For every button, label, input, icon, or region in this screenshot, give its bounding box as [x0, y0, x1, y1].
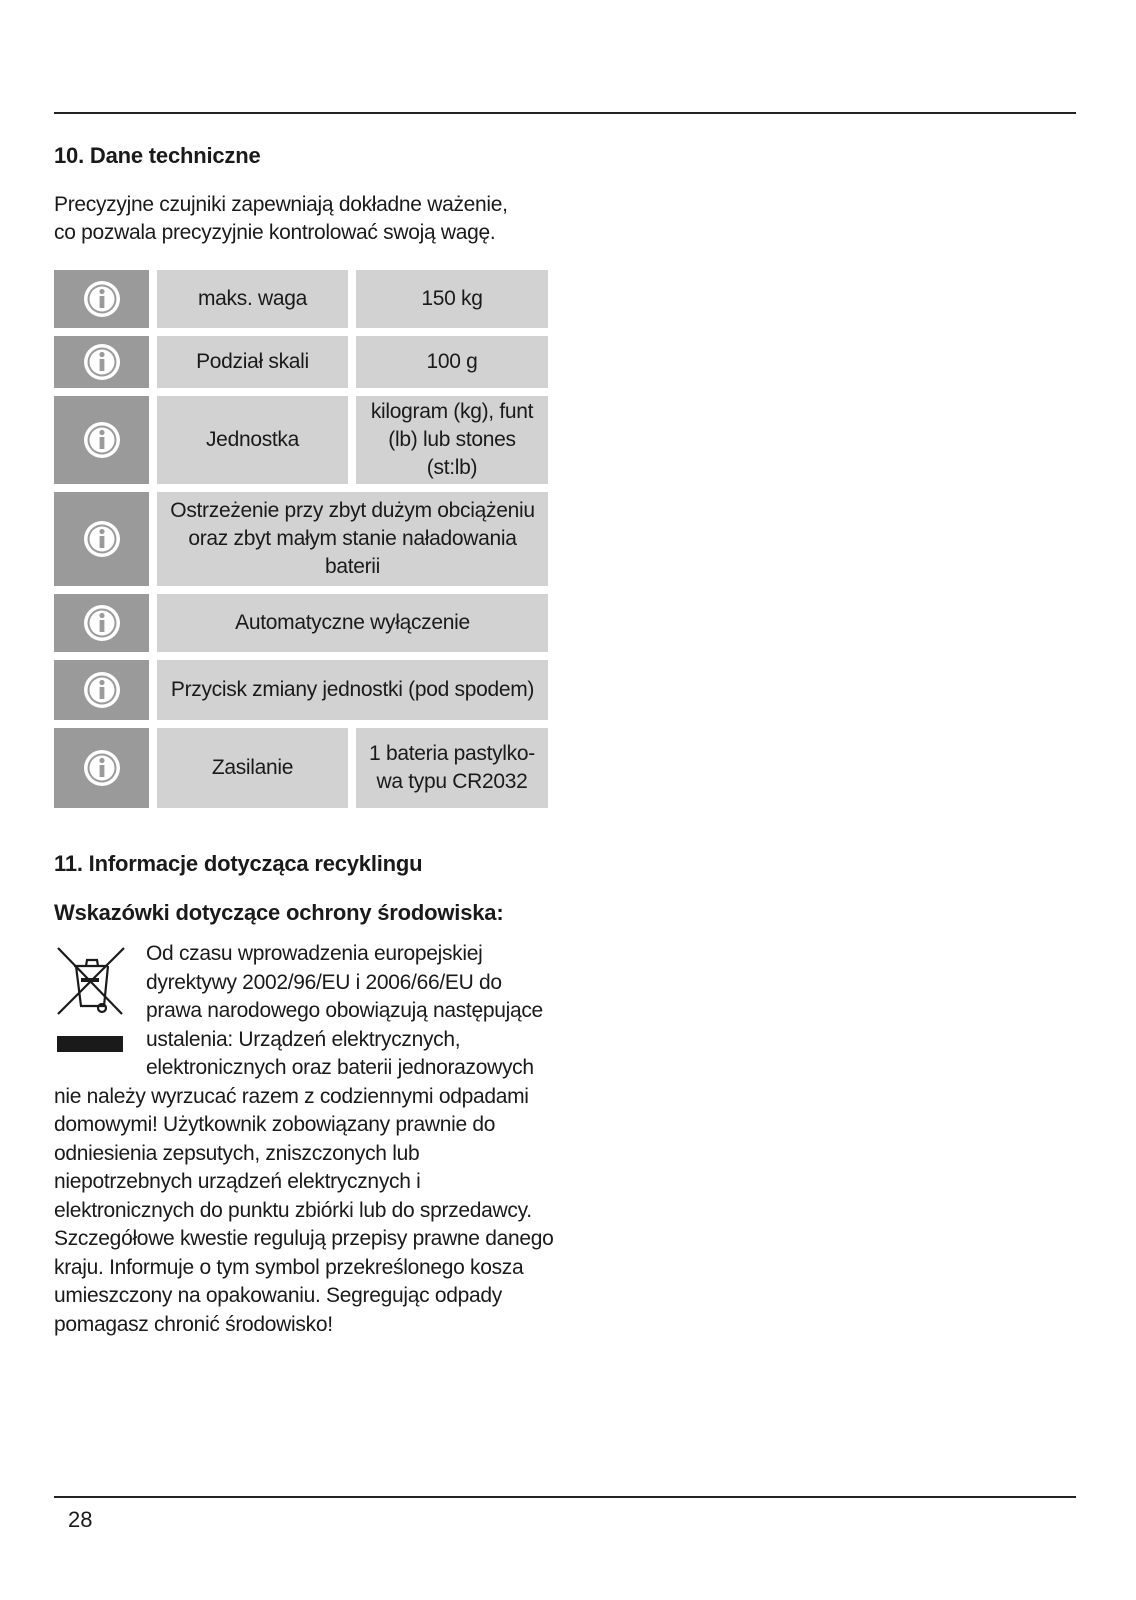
spec-label: Podział skali	[157, 336, 348, 388]
spec-row-unit	[54, 396, 548, 484]
section-11-subtitle: Wskazówki dotyczące ochrony środowiska:	[54, 900, 504, 925]
spec-feature: Przycisk zmiany jednostki (pod spodem)	[157, 660, 548, 720]
spec-row-scale-division	[54, 336, 548, 388]
info-circle-icon	[54, 594, 149, 652]
page-number: 28	[68, 1507, 93, 1532]
spec-row-auto-off	[54, 594, 548, 652]
info-circle-icon	[54, 728, 149, 808]
spec-feature: Automatyczne wyłączenie	[157, 594, 548, 652]
top-rule	[54, 112, 1076, 114]
info-circle-icon	[54, 270, 149, 328]
spec-label: maks. waga	[157, 270, 348, 328]
spec-feature: Ostrzeżenie przy zbyt dużym obciążeniu oraz zbyt małym stanie naładowania baterii	[157, 492, 548, 586]
recycling-body: Od czasu wprowadzenia europejskiej dyrektywy 2002/96/EU i 2006/66/EU do prawa narodowego obowiązują następujące ustalenia: Urządzeń elektrycznych, elektronicznych oraz baterii jednorazowych nie należy wyrzucać razem z codziennymi odpadami domowymi! Użytkownik zobowiązany prawnie do odniesienia zepsutych, zniszczonych lub niepotrzebnych urządzeń elektrycznych i elektronicznych do punktu zbiórki lub do sprzedawcy. Szczegółowe kwestie regulują przepisy prawne danego kraju. Informuje o tym symbol przekreślonego kosza umieszczony na opakowaniu. Segregując odpady pomagasz chronić środowisko!	[54, 942, 554, 1336]
info-circle-icon	[54, 492, 149, 586]
spec-value: kilogram (kg), funt (lb) lub stones (st:lb)	[356, 396, 548, 484]
section-11-title: 11. Informacje dotycząca recyklingu	[54, 851, 423, 876]
specifications-table	[54, 270, 548, 816]
section-10-intro	[54, 191, 508, 247]
section-10-title: 10. Dane techniczne	[54, 143, 261, 168]
spec-value: 1 bateria pastylko-wa typu CR2032	[356, 728, 548, 808]
intro-line-1: Precyzyjne czujniki zapewniają dokładne ważenie,	[54, 193, 508, 216]
spec-value: 150 kg	[356, 270, 548, 328]
spec-row-max-weight	[54, 270, 548, 328]
info-circle-icon	[54, 336, 149, 388]
recycling-text	[54, 940, 554, 1339]
spec-label: Jednostka	[157, 396, 348, 484]
spec-value: 100 g	[356, 336, 548, 388]
spec-row-power	[54, 728, 548, 808]
spec-row-unit-button	[54, 660, 548, 720]
bottom-rule	[54, 1496, 1076, 1498]
intro-line-2: co pozwala precyzyjnie kontrolować swoją wagę.	[54, 221, 496, 244]
info-circle-icon	[54, 660, 149, 720]
spec-label: Zasilanie	[157, 728, 348, 808]
info-circle-icon	[54, 396, 149, 484]
spec-row-warning	[54, 492, 548, 586]
